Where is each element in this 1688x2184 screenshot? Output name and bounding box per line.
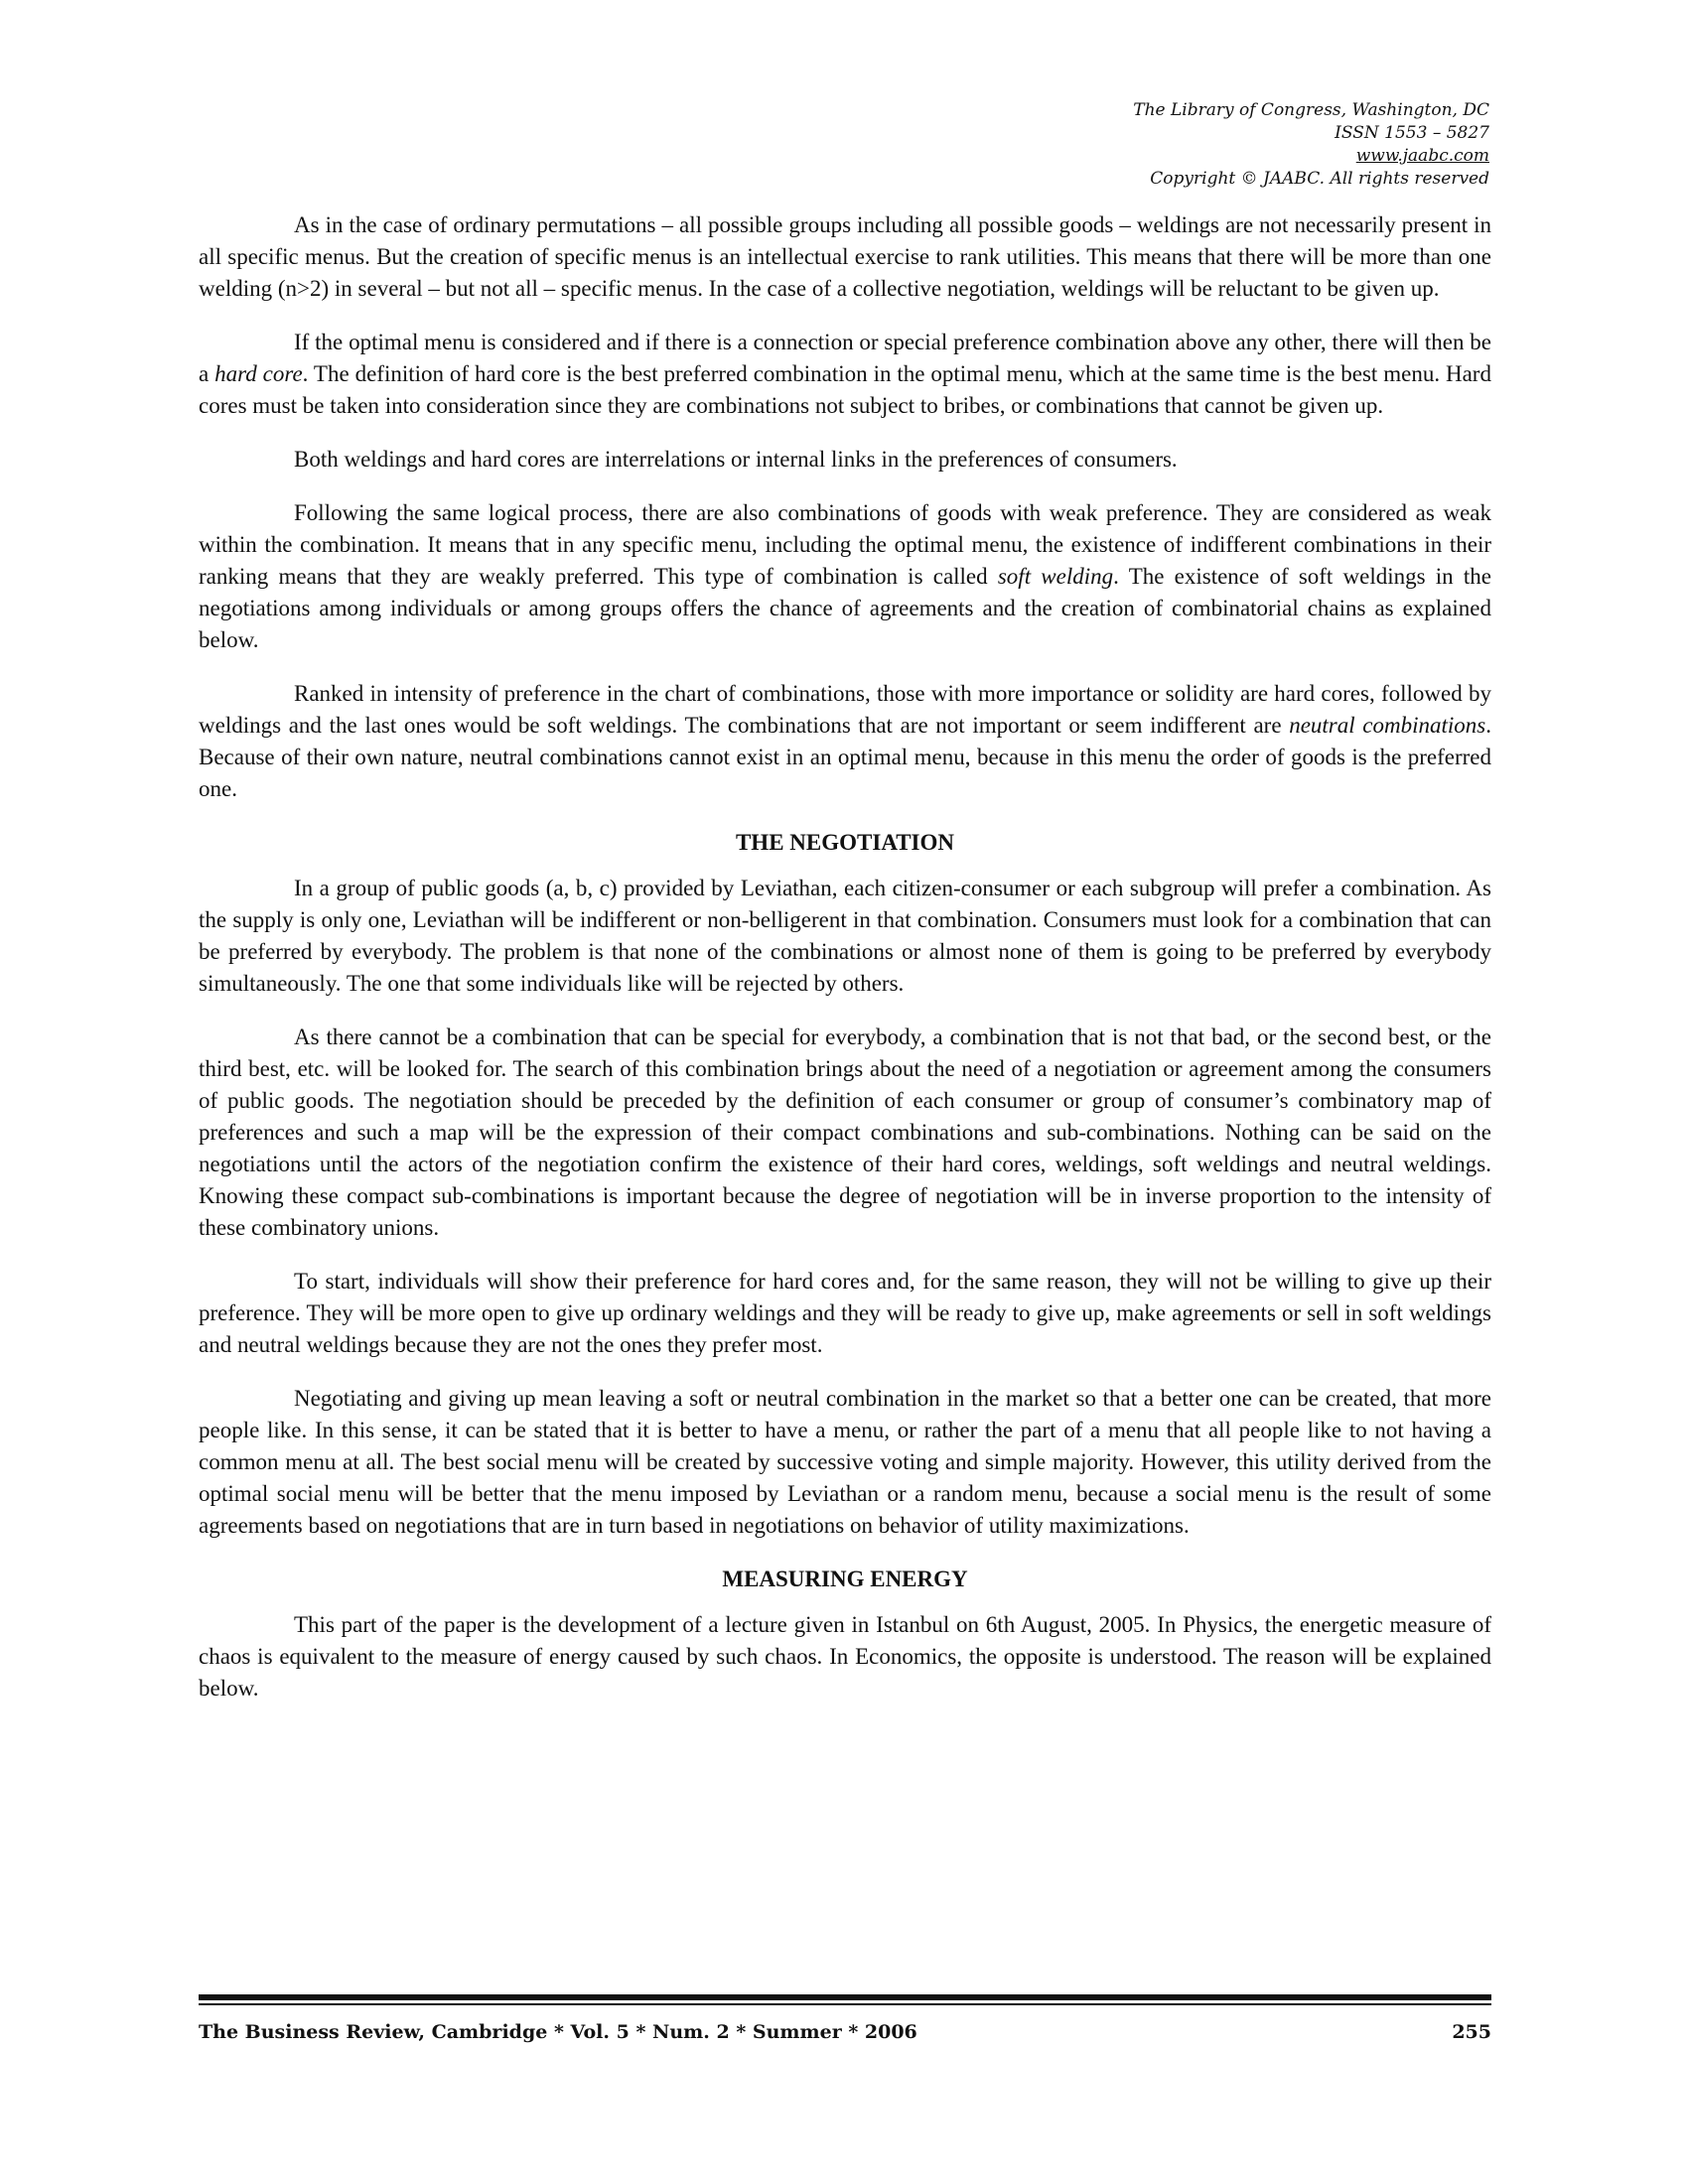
footer-page-number: 255: [1452, 2021, 1491, 2043]
paragraph-text: Following the same logical process, there are also combinations of goods with weak preference. They are considered as weak within the combination. It means that in any specific menu, including the optimal menu, the existence of indifferent combinations in their ranking means that they are weakly preferred. This type of combination is called: [199, 500, 1491, 589]
header-copyright: Copyright © JAABC. All rights reserved: [1150, 169, 1489, 189]
page-footer: [199, 2015, 1491, 2055]
paragraph-neutral-combinations: [199, 678, 1491, 805]
paragraph-public-goods: In a group of public goods (a, b, c) provided by Leviathan, each citizen-consumer or each subgroup will prefer a combination. As the supply is only one, Leviathan will be indifferent or non-belligerent in that combination. Consumers must look for a combination that can be preferred by everybody. The problem is that none of the combinations or almost none of them is going to be preferred by everybody simultaneously. The one that some individuals like will be rejected by others.: [199, 876, 1491, 996]
paragraph-text: If the optimal menu is considered and if there is a connection or special preference combination above any other, there will then be a: [199, 330, 1491, 386]
term-hard-core: hard core: [214, 361, 303, 386]
header-library: The Library of Congress, Washington, DC: [1133, 100, 1489, 120]
paragraph-text: Ranked in intensity of preference in the chart of combinations, those with more importance or solidity are hard cores, followed by weldings and the last ones would be soft weldings. The combinations that are not important or seem indifferent are: [199, 681, 1491, 738]
header-issn: ISSN 1553 – 5827: [1335, 123, 1489, 143]
paragraph-soft-welding: [199, 497, 1491, 656]
paragraph-lecture-istanbul: This part of the paper is the development of a lecture given in Istanbul on 6th August, 2005. In Physics, the energetic measure of chaos is equivalent to the measure of energy caused by such chaos. In Economics, the opposite is understood. The reason will be explained below.: [199, 1612, 1491, 1701]
paragraph-hard-cores-preference: To start, individuals will show their preference for hard cores and, for the same reason, they will not be willing to give up their preference. They will be more open to give up ordinary weldings and they will be ready to give up, make agreements or sell in soft weldings and neutral weldings because they are not the ones they prefer most.: [199, 1269, 1491, 1357]
paragraph-interrelations: Both weldings and hard cores are interrelations or internal links in the preferences of consumers.: [294, 447, 1178, 472]
term-neutral-combinations: neutral combinations: [1289, 713, 1486, 738]
paragraph-second-best: As there cannot be a combination that can be special for everybody, a combination that is not that bad, or the second best, or the third best, etc. will be looked for. The search of this combination brings about the need of a negotiation or agreement among the consumers of public goods. The negotiation should be preceded by the definition of each consumer or group of consumer’s combinatory map of preferences and such a map will be the expression of their compact combinations and sub-combinations. Nothing can be said on the negotiations until the actors of the negotiation confirm the existence of their hard cores, weldings, soft weldings and neutral weldings. Knowing these compact sub-combinations is important because the degree of negotiation will be in inverse proportion to the intensity of these combinatory unions.: [199, 1024, 1491, 1240]
article-body: [199, 209, 1491, 1705]
section-heading-negotiation: THE NEGOTIATION: [735, 830, 955, 855]
paragraph-giving-up: Negotiating and giving up mean leaving a soft or neutral combination in the market so that a better one can be created, that more people like. In this sense, it can be stated that it is better to have a menu, or rather the part of a menu that all people like to not having a common menu at all. The best social menu will be created by successive voting and simple majority. However, this utility derived from the optimal social menu will be better that the menu imposed by Leviathan or a random menu, because a social menu is the result of some agreements based on negotiations that are in turn based in negotiations on behavior of utility maximizations.: [199, 1386, 1491, 1538]
term-soft-welding: soft welding: [997, 564, 1114, 589]
paragraph-hard-core: [199, 327, 1491, 422]
footer-rule-thick: [199, 1994, 1491, 2000]
page-header: [1133, 99, 1489, 191]
paragraph-text: . The definition of hard core is the best preferred combination in the optimal menu, which at the same time is the best menu. Hard cores must be taken into consideration since they are combinations not subject to bribes, or combinations that cannot be given up.: [199, 361, 1491, 418]
paragraph-weldings-menus: As in the case of ordinary permutations – all possible groups including all possible goods – weldings are not necessarily present in all specific menus. But the creation of specific menus is an intellectual exercise to rank utilities. This means that there will be more than one welding (n>2) in several – but not all – specific menus. In the case of a collective negotiation, weldings will be reluctant to be given up.: [199, 212, 1491, 301]
footer-journal-info: The Business Review, Cambridge * Vol. 5 * Num. 2 * Summer * 2006: [199, 2021, 917, 2043]
paragraph-text: . Because of their own nature, neutral combinations cannot exist in an optimal menu, because in this menu the order of goods is the preferred one.: [199, 713, 1491, 801]
header-website-link[interactable]: www.jaabc.com: [1355, 146, 1489, 166]
paragraph-text: . The existence of soft weldings in the negotiations among individuals or among groups offers the chance of agreements and the creation of combinatorial chains as explained below.: [199, 564, 1491, 652]
footer-rule-thin: [199, 2003, 1491, 2005]
section-heading-measuring-energy: MEASURING ENERGY: [722, 1567, 968, 1591]
